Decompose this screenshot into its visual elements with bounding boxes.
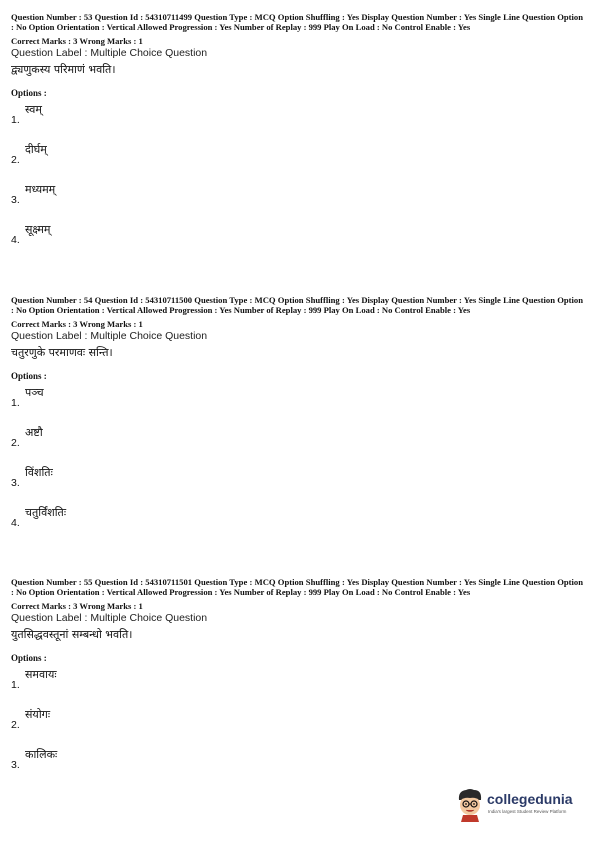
option-text: संयोगः — [25, 708, 51, 721]
option-text: स्वम् — [25, 103, 42, 116]
question-text: चतुरणुके परमाणवः सन्ति। — [11, 346, 113, 359]
options-heading: Options : — [11, 371, 47, 381]
option-3[interactable] — [11, 179, 583, 219]
question-label: Question Label : Multiple Choice Question — [11, 330, 208, 342]
question-marks: Correct Marks : 3 Wrong Marks : 1 — [11, 319, 143, 329]
question-block-54 — [11, 295, 583, 542]
option-1[interactable] — [11, 664, 583, 704]
option-number: 3. — [11, 477, 20, 489]
options-heading: Options : — [11, 653, 47, 663]
question-marks: Correct Marks : 3 Wrong Marks : 1 — [11, 36, 143, 46]
option-number: 4. — [11, 234, 20, 246]
option-number: 4. — [11, 517, 20, 529]
option-4[interactable] — [11, 219, 583, 259]
question-label: Question Label : Multiple Choice Question — [11, 612, 208, 624]
question-label: Question Label : Multiple Choice Question — [11, 47, 208, 59]
option-text: पञ्च — [25, 386, 44, 399]
option-number: 2. — [11, 719, 20, 731]
question-meta: Question Number : 53 Question Id : 54310711499 Question Type : MCQ Option Shuffling : Yes Display Question Number : Yes Single Line Question Option : No Option Orientation : Vertical Allowed Progression : Yes Number of Replay : 999 Play On Load : No Control Enable : Yes — [11, 12, 583, 32]
option-2[interactable] — [11, 704, 583, 744]
option-number: 3. — [11, 759, 20, 771]
question-block-55 — [11, 577, 583, 784]
logo-name: collegedunia — [487, 791, 573, 807]
option-number: 1. — [11, 397, 20, 409]
question-meta: Question Number : 55 Question Id : 54310711501 Question Type : MCQ Option Shuffling : Yes Display Question Number : Yes Single Line Question Option : No Option Orientation : Vertical Allowed Progression : Yes Number of Replay : 999 Play On Load : No Control Enable : Yes — [11, 577, 583, 597]
option-text: समवायः — [25, 668, 57, 681]
option-number: 2. — [11, 437, 20, 449]
option-number: 3. — [11, 194, 20, 206]
option-text: अष्टौ — [25, 426, 43, 439]
option-text: कालिकः — [25, 748, 58, 761]
option-text: दीर्घम् — [25, 143, 47, 156]
option-4[interactable] — [11, 502, 583, 542]
option-text: सूक्ष्मम् — [25, 223, 51, 236]
question-block-53 — [11, 12, 583, 259]
option-2[interactable] — [11, 422, 583, 462]
option-number: 1. — [11, 679, 20, 691]
option-number: 2. — [11, 154, 20, 166]
mascot-face-icon — [455, 788, 485, 822]
option-text: चतुर्विंशतिः — [25, 506, 67, 519]
option-number: 1. — [11, 114, 20, 126]
option-2[interactable] — [11, 139, 583, 179]
question-text: द्व्यणुकस्य परिमाणं भवति। — [11, 63, 116, 76]
option-1[interactable] — [11, 382, 583, 422]
logo-tagline: India's largest Student Review Platform — [488, 809, 567, 814]
option-3[interactable] — [11, 462, 583, 502]
question-meta: Question Number : 54 Question Id : 54310711500 Question Type : MCQ Option Shuffling : Yes Display Question Number : Yes Single Line Question Option : No Option Orientation : Vertical Allowed Progression : Yes Number of Replay : 999 Play On Load : No Control Enable : Yes — [11, 295, 583, 315]
option-1[interactable] — [11, 99, 583, 139]
question-marks: Correct Marks : 3 Wrong Marks : 1 — [11, 601, 143, 611]
options-heading: Options : — [11, 88, 47, 98]
collegedunia-logo — [455, 788, 580, 822]
option-text: मध्यमम् — [25, 183, 56, 196]
option-3[interactable] — [11, 744, 583, 784]
option-text: विंशतिः — [25, 466, 53, 479]
question-text: युतसिद्धवस्तूनां सम्बन्धो भवति। — [11, 628, 133, 641]
